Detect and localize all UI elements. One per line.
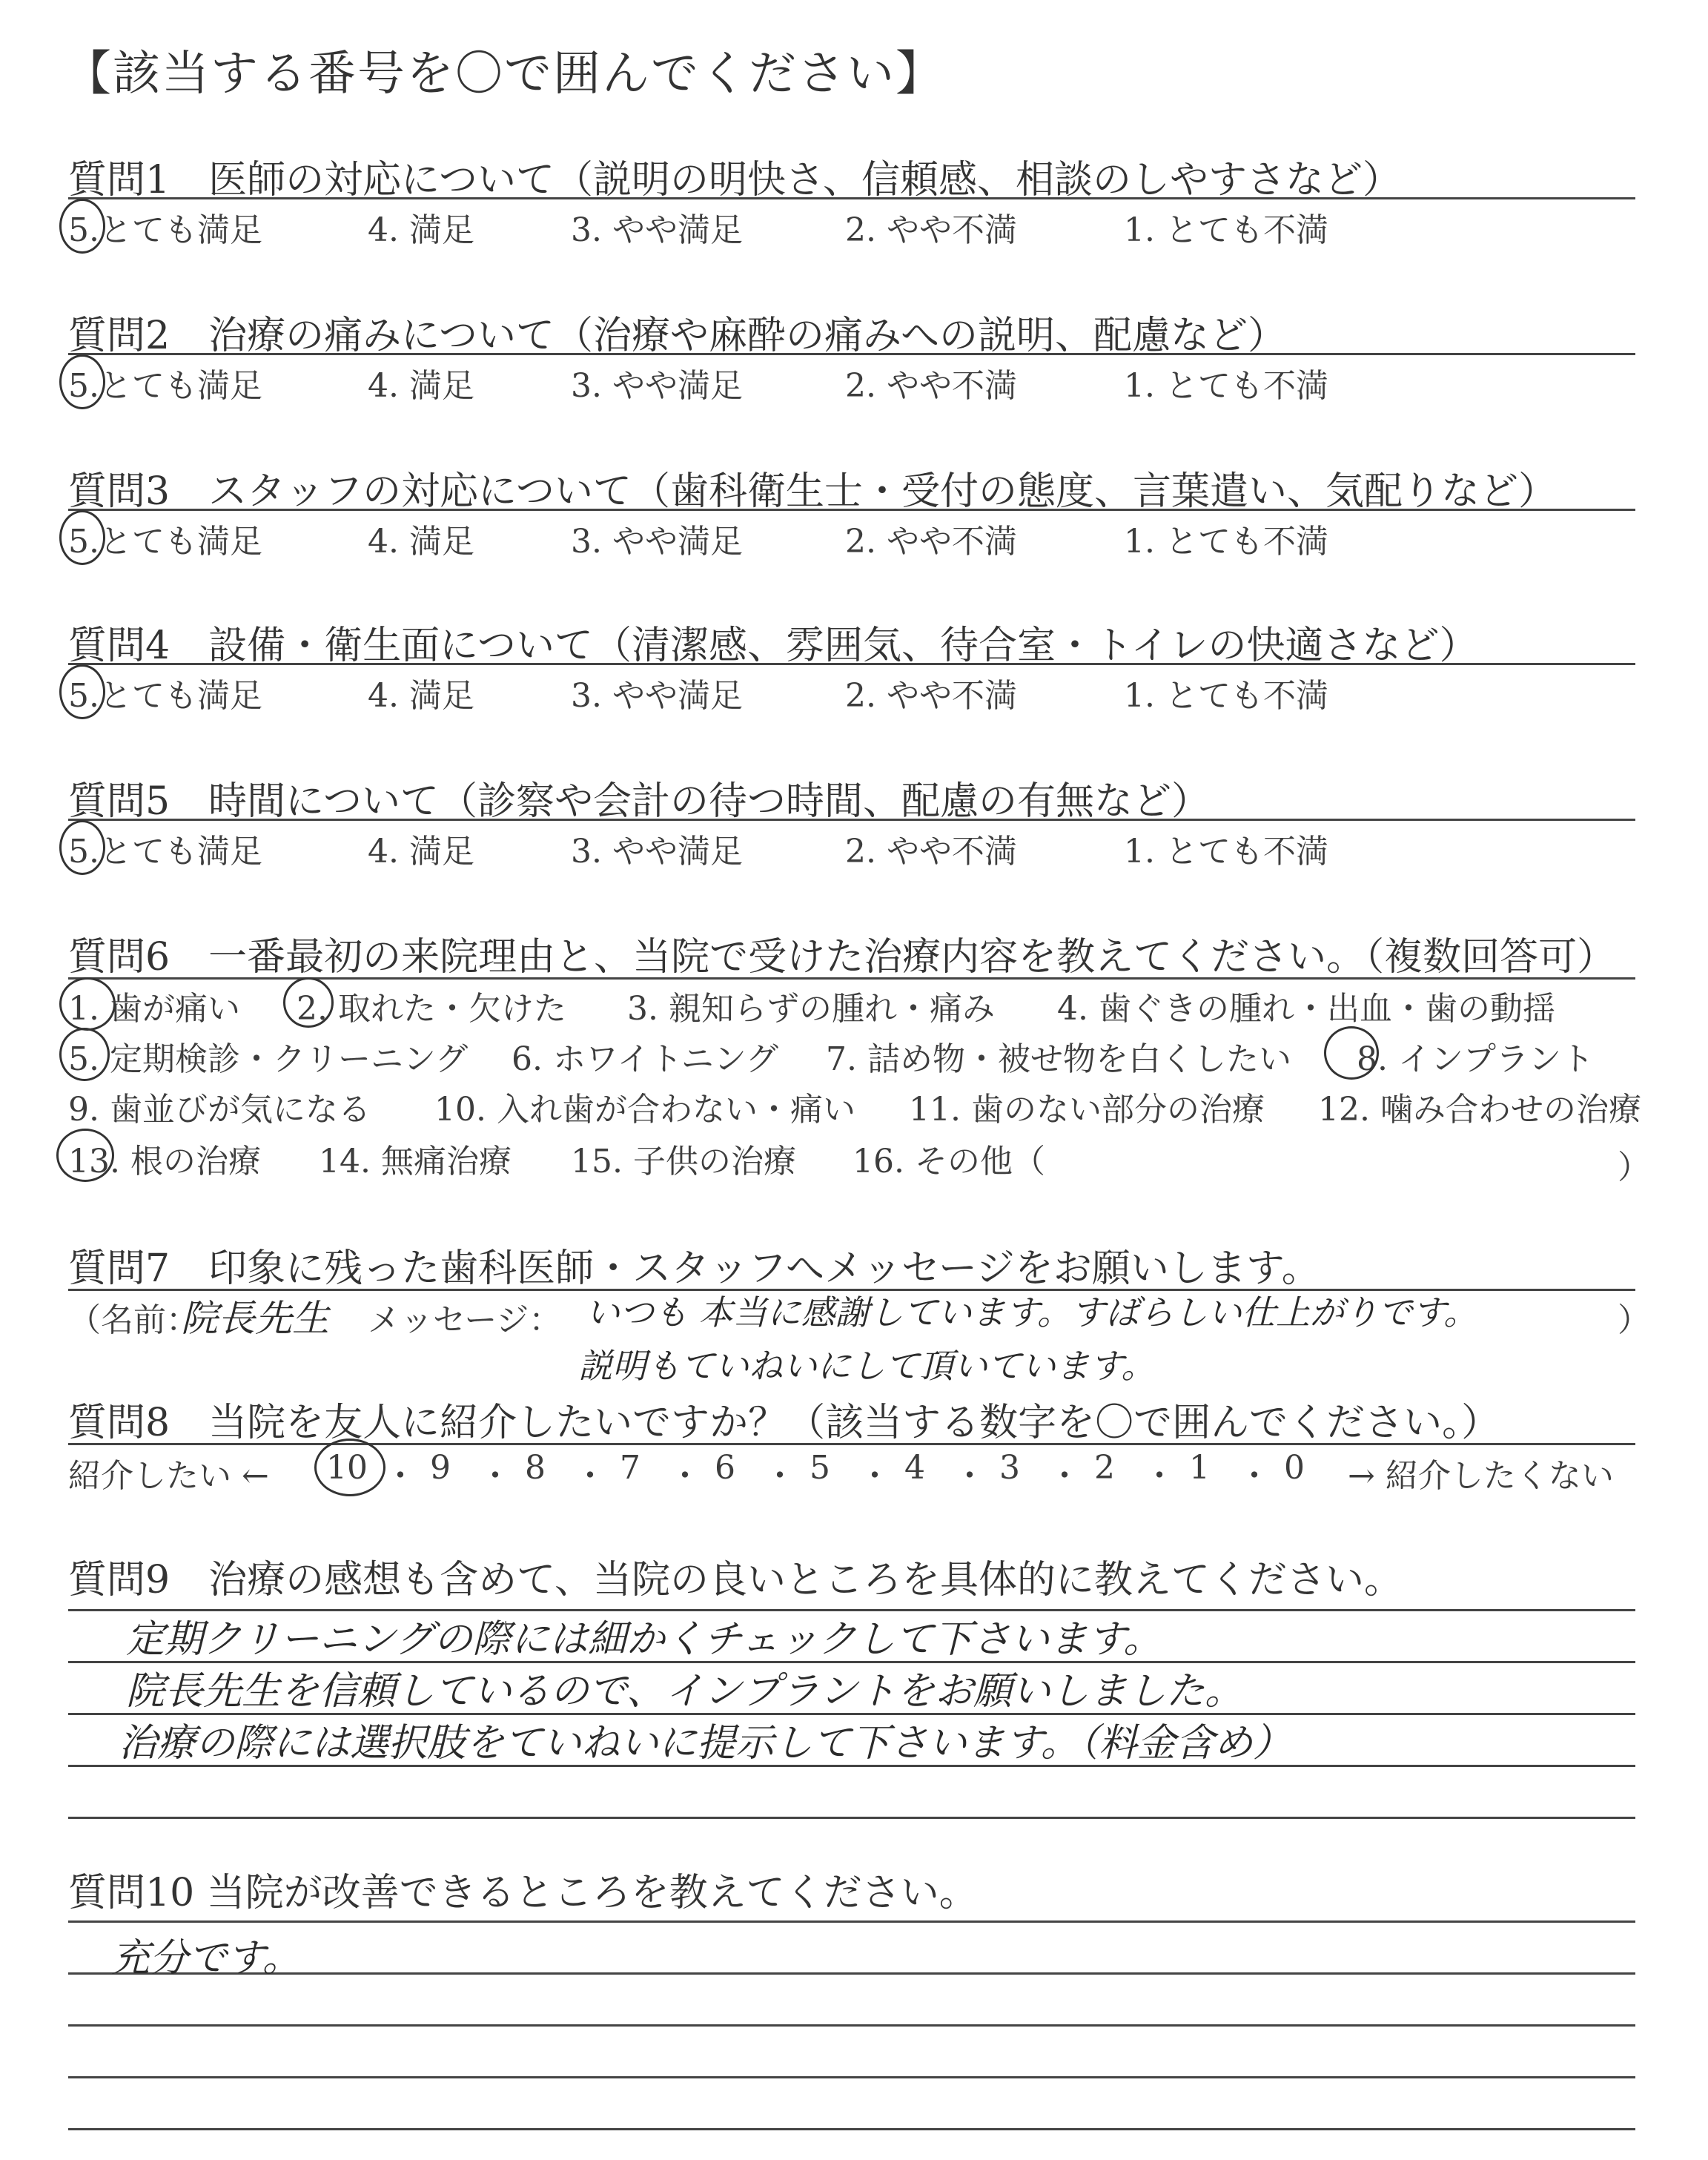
- q8-separator: ・: [384, 1457, 417, 1495]
- q6-option-16[interactable]: 16. その他（: [853, 1143, 1045, 1180]
- q4-selection-circle: [59, 664, 105, 719]
- q3-option-4[interactable]: 4. 満足: [368, 523, 474, 561]
- q4-option-2[interactable]: 2. やや不満: [845, 677, 1017, 715]
- q2-option-3[interactable]: 3. やや満足: [571, 367, 743, 405]
- q8-separator: ・: [953, 1457, 986, 1495]
- q10-rule-1: [68, 1920, 1635, 1923]
- q6-option-6[interactable]: 6. ホワイトニング: [512, 1040, 779, 1078]
- q3-option-3[interactable]: 3. やや満足: [571, 523, 743, 561]
- q5-option-1[interactable]: 1. とても不満: [1124, 833, 1328, 871]
- q7-name-value: 院長先生: [181, 1297, 329, 1340]
- q7-message-label: メッセージ：: [368, 1301, 562, 1339]
- q8-scale-0[interactable]: 0: [1284, 1449, 1305, 1487]
- q7-message-line-1: いつも 本当に感謝しています。すばらしい仕上がりです。: [586, 1292, 1478, 1332]
- q6-title: 質問6 一番最初の来院理由と、当院で受けた治療内容を教えてください。（複数回答可）: [68, 935, 1616, 980]
- q4-option-4[interactable]: 4. 満足: [368, 677, 474, 715]
- q3-option-2[interactable]: 2. やや不満: [845, 523, 1017, 561]
- q8-separator: ・: [669, 1457, 701, 1495]
- q5-selection-circle: [59, 820, 105, 875]
- q4-option-3[interactable]: 3. やや満足: [571, 677, 743, 715]
- q8-left-label: 紹介したい ←: [68, 1457, 269, 1495]
- q8-selection-circle: [314, 1439, 385, 1496]
- q5-option-4[interactable]: 4. 満足: [368, 833, 474, 871]
- q8-right-label: → 紹介したくない: [1348, 1457, 1614, 1495]
- q6-selection-circle-2: [283, 977, 334, 1028]
- q1-rule: [68, 197, 1635, 199]
- q9-answer-line-1: 定期クリーニングの際には細かくチェックして下さいます。: [126, 1617, 1162, 1662]
- q1-option-2[interactable]: 2. やや不満: [845, 211, 1017, 249]
- q8-separator: ・: [1048, 1457, 1081, 1495]
- q8-scale-1[interactable]: 1: [1189, 1449, 1210, 1487]
- q6-option-3[interactable]: 3. 親知らずの腫れ・痛み: [627, 990, 995, 1028]
- q6-option-1[interactable]: 1. 歯が痛い: [68, 990, 240, 1028]
- q4-rule: [68, 663, 1635, 665]
- q9-answer-line-2: 院長先生を信頼しているので、インプラントをお願いしました。: [126, 1669, 1243, 1714]
- q6-selection-circle-8: [1324, 1026, 1379, 1080]
- form-header: 【該当する番号を〇で囲んでください】: [64, 47, 944, 102]
- q7-name-label: （名前：: [68, 1301, 199, 1339]
- q3-selection-circle: [59, 510, 105, 565]
- q6-selection-circle-13: [56, 1129, 114, 1182]
- q8-scale-10[interactable]: 10: [326, 1449, 368, 1487]
- q8-title: 質問8 当院を友人に紹介したいですか？（該当する数字を〇で囲んでください。）: [68, 1401, 1500, 1445]
- q4-title: 質問4 設備・衛生面について（清潔感、雰囲気、待合室・トイレの快適さなど）: [68, 624, 1478, 668]
- q10-answer-line-1: 充分です。: [111, 1936, 301, 1981]
- q5-rule: [68, 819, 1635, 821]
- q1-title: 質問1 医師の対応について（説明の明快さ、信頼感、相談のしやすさなど）: [68, 158, 1401, 202]
- q5-option-3[interactable]: 3. やや満足: [571, 833, 743, 871]
- q6-option-8[interactable]: 8. インプラント: [1357, 1040, 1594, 1078]
- q10-rule-5: [68, 2128, 1635, 2130]
- q5-option-5[interactable]: 5.とても満足: [68, 833, 262, 871]
- q8-separator: ・: [1143, 1457, 1176, 1495]
- q7-title: 質問7 印象に残った歯科医師・スタッフへメッセージをお願いします。: [68, 1246, 1320, 1291]
- q2-option-5[interactable]: 5.とても満足: [68, 367, 262, 405]
- q5-title: 質問5 時間について（診察や会計の待つ時間、配慮の有無など）: [68, 779, 1211, 824]
- q2-option-4[interactable]: 4. 満足: [368, 367, 474, 405]
- q6-option-12[interactable]: 12. 噛み合わせの治療: [1318, 1091, 1641, 1129]
- q8-scale-2[interactable]: 2: [1094, 1449, 1115, 1487]
- q8-separator: ・: [479, 1457, 512, 1495]
- q6-selection-circle-5: [59, 1028, 110, 1081]
- q3-option-5[interactable]: 5.とても満足: [68, 523, 262, 561]
- q8-scale-8[interactable]: 8: [525, 1449, 546, 1487]
- q8-separator: ・: [1238, 1457, 1271, 1495]
- q3-option-1[interactable]: 1. とても不満: [1124, 523, 1328, 561]
- q9-title: 質問9 治療の感想も含めて、当院の良いところを具体的に教えてください。: [68, 1558, 1403, 1602]
- q6-option-14[interactable]: 14. 無痛治療: [319, 1143, 512, 1180]
- q2-option-1[interactable]: 1. とても不満: [1124, 367, 1328, 405]
- q1-option-5[interactable]: 5.とても満足: [68, 211, 262, 249]
- q6-option-15[interactable]: 15. 子供の治療: [571, 1143, 796, 1180]
- q2-title: 質問2 治療の痛みについて（治療や麻酔の痛みへの説明、配慮など）: [68, 314, 1287, 358]
- q8-scale-6[interactable]: 6: [715, 1449, 735, 1487]
- q6-option-10[interactable]: 10. 入れ歯が合わない・痛い: [434, 1091, 855, 1129]
- q2-rule: [68, 353, 1635, 355]
- q8-scale-4[interactable]: 4: [904, 1449, 925, 1487]
- q10-title: 質問10 当院が改善できるところを教えてください。: [68, 1871, 978, 1915]
- q6-selection-circle-1: [59, 977, 116, 1031]
- q6-other-close-paren: ）: [1618, 1149, 1650, 1186]
- q8-separator: ・: [764, 1457, 796, 1495]
- q1-option-3[interactable]: 3. やや満足: [571, 211, 743, 249]
- q2-selection-circle: [59, 354, 105, 409]
- q8-scale-5[interactable]: 5: [810, 1449, 830, 1487]
- q8-rule: [68, 1443, 1635, 1445]
- q6-option-4[interactable]: 4. 歯ぐきの腫れ・出血・歯の動揺: [1057, 990, 1555, 1028]
- q8-separator: ・: [574, 1457, 606, 1495]
- q9-rule-5: [68, 1817, 1635, 1819]
- q6-option-5[interactable]: 5. 定期検診・クリーニング: [68, 1040, 469, 1078]
- q3-title: 質問3 スタッフの対応について（歯科衛生士・受付の態度、言葉遣い、気配りなど）: [68, 469, 1558, 514]
- q1-selection-circle: [59, 199, 105, 254]
- q4-option-5[interactable]: 5.とても満足: [68, 677, 262, 715]
- q4-option-1[interactable]: 1. とても不満: [1124, 677, 1328, 715]
- q10-rule-4: [68, 2076, 1635, 2078]
- q8-separator: ・: [858, 1457, 891, 1495]
- q2-option-2[interactable]: 2. やや不満: [845, 367, 1017, 405]
- q8-scale-7[interactable]: 7: [620, 1449, 640, 1487]
- q6-option-9[interactable]: 9. 歯並びが気になる: [68, 1091, 371, 1129]
- q9-answer-line-3: 治療の際には選択肢をていねいに提示して下さいます。（料金含め）: [119, 1721, 1291, 1766]
- q7-message-line-2: 説明もていねいにして頂いています。: [578, 1346, 1156, 1386]
- q6-option-2[interactable]: 2. 取れた・欠けた: [297, 990, 566, 1028]
- q10-rule-2: [68, 1972, 1635, 1975]
- q7-close-paren: ）: [1618, 1301, 1650, 1339]
- q3-rule: [68, 509, 1635, 511]
- q1-option-4[interactable]: 4. 満足: [368, 211, 474, 249]
- q8-scale-3[interactable]: 3: [999, 1449, 1020, 1487]
- q5-option-2[interactable]: 2. やや不満: [845, 833, 1017, 871]
- q10-rule-3: [68, 2024, 1635, 2027]
- q6-option-11[interactable]: 11. 歯のない部分の治療: [909, 1091, 1265, 1129]
- q1-option-1[interactable]: 1. とても不満: [1124, 211, 1328, 249]
- q6-option-7[interactable]: 7. 詰め物・被せ物を白くしたい: [826, 1040, 1291, 1078]
- q8-scale-9[interactable]: 9: [430, 1449, 451, 1487]
- q6-option-13[interactable]: 13. 根の治療: [68, 1143, 261, 1180]
